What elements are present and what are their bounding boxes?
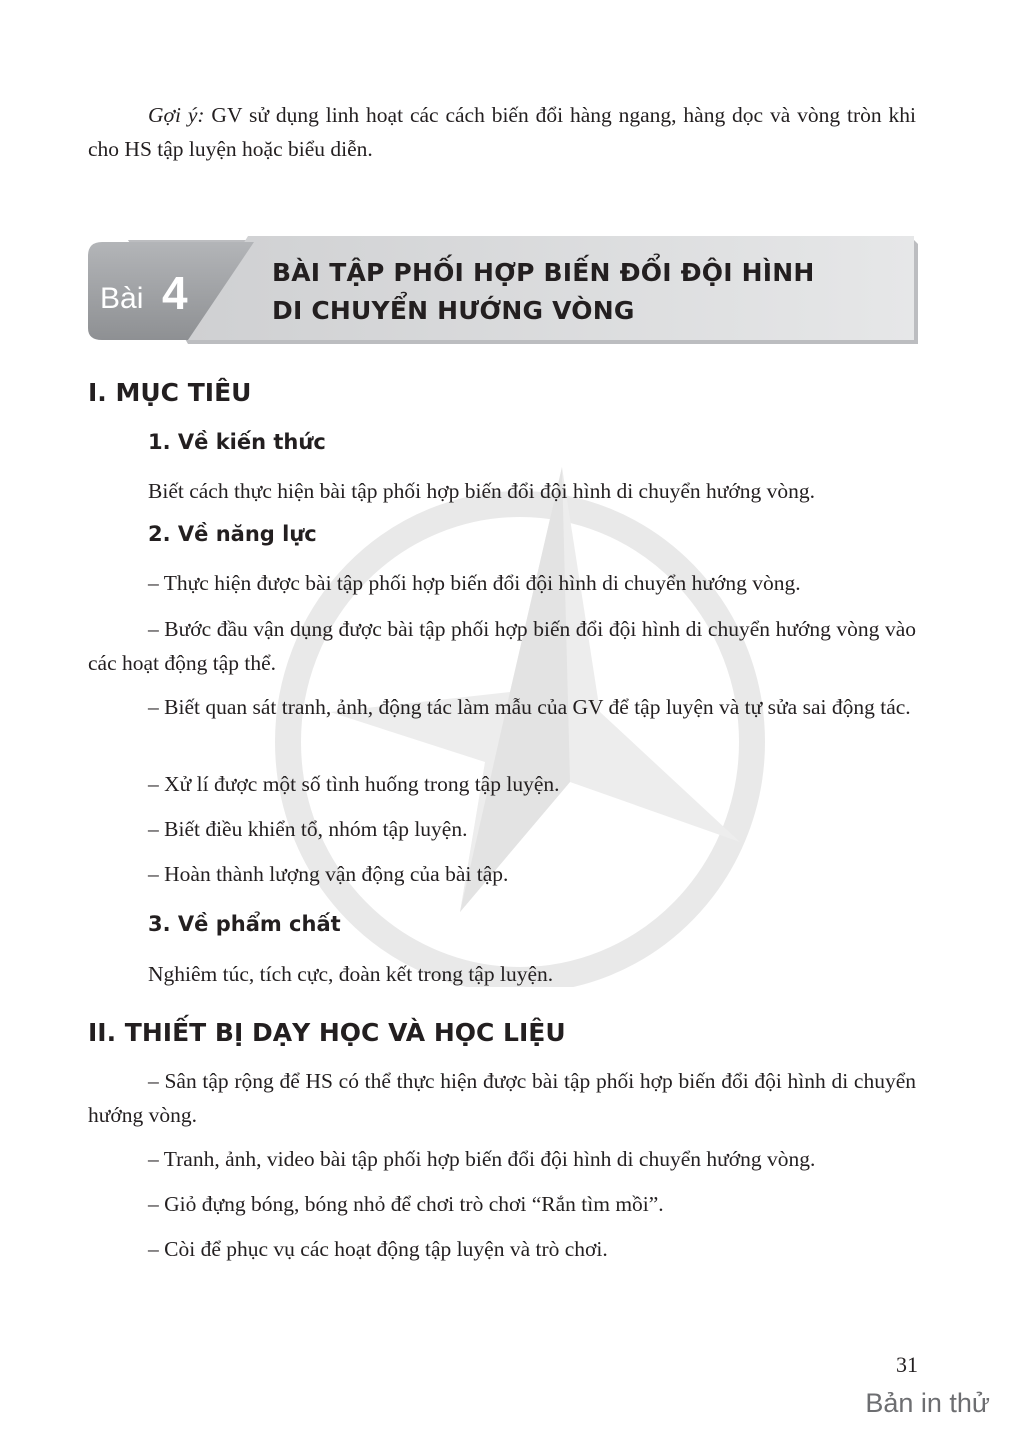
hint-text: GV sử dụng linh hoạt các cách biến đổi hàng ngang, hàng dọc và vòng tròn khi cho HS tập luyện hoặc biểu diễn. (88, 103, 916, 161)
page-number: 31 (896, 1352, 918, 1377)
section-equipment-heading: II. THIẾT BỊ DẠY HỌC VÀ HỌC LIỆU (88, 1018, 566, 1047)
knowledge-text: Biết cách thực hiện bài tập phối hợp biến đổi đội hình di chuyển hướng vòng. (148, 479, 816, 503)
lesson-badge-number: 4 (162, 267, 188, 319)
draft-stamp: Bản in thử (865, 1388, 990, 1418)
competence-heading: 2. Về năng lực (148, 522, 317, 546)
competence-item: – Biết quan sát tranh, ảnh, động tác làm mẫu của GV để tập luyện và tự sửa sai động tác. (148, 695, 911, 719)
competence-item: – Xử lí được một số tình huống trong tập luyện. (148, 772, 560, 796)
section-objectives-heading: I. MỤC TIÊU (88, 378, 252, 407)
competence-item: – Biết điều khiển tổ, nhóm tập luyện. (148, 817, 468, 841)
hint-label: Gợi ý: (148, 103, 205, 127)
equipment-item: – Sân tập rộng để HS có thể thực hiện được bài tập phối hợp biến đổi đội hình di chuyển hướng vòng. (88, 1069, 916, 1127)
lesson-title-line-1: BÀI TẬP PHỐI HỢP BIẾN ĐỔI ĐỘI HÌNH (272, 258, 815, 287)
knowledge-heading: 1. Về kiến thức (148, 430, 326, 454)
lesson-badge-word: Bài (100, 282, 144, 315)
competence-item: – Hoàn thành lượng vận động của bài tập. (148, 862, 509, 886)
hint-paragraph (88, 98, 916, 166)
lesson-title (272, 254, 892, 330)
quality-text: Nghiêm túc, tích cực, đoàn kết trong tập luyện. (148, 962, 554, 986)
equipment-item: – Còi để phục vụ các hoạt động tập luyện và trò chơi. (148, 1237, 608, 1261)
quality-heading: 3. Về phẩm chất (148, 912, 341, 936)
equipment-item: – Giỏ đựng bóng, bóng nhỏ để chơi trò chơi “Rắn tìm mồi”. (148, 1192, 664, 1216)
competence-item: – Thực hiện được bài tập phối hợp biến đổi đội hình di chuyển hướng vòng. (148, 571, 801, 595)
competence-item: – Bước đầu vận dụng được bài tập phối hợp biến đổi đội hình di chuyển hướng vòng vào các hoạt động tập thể. (88, 617, 916, 675)
equipment-item: – Tranh, ảnh, video bài tập phối hợp biến đổi đội hình di chuyển hướng vòng. (148, 1147, 816, 1171)
lesson-title-line-2: DI CHUYỂN HƯỚNG VÒNG (272, 296, 635, 325)
